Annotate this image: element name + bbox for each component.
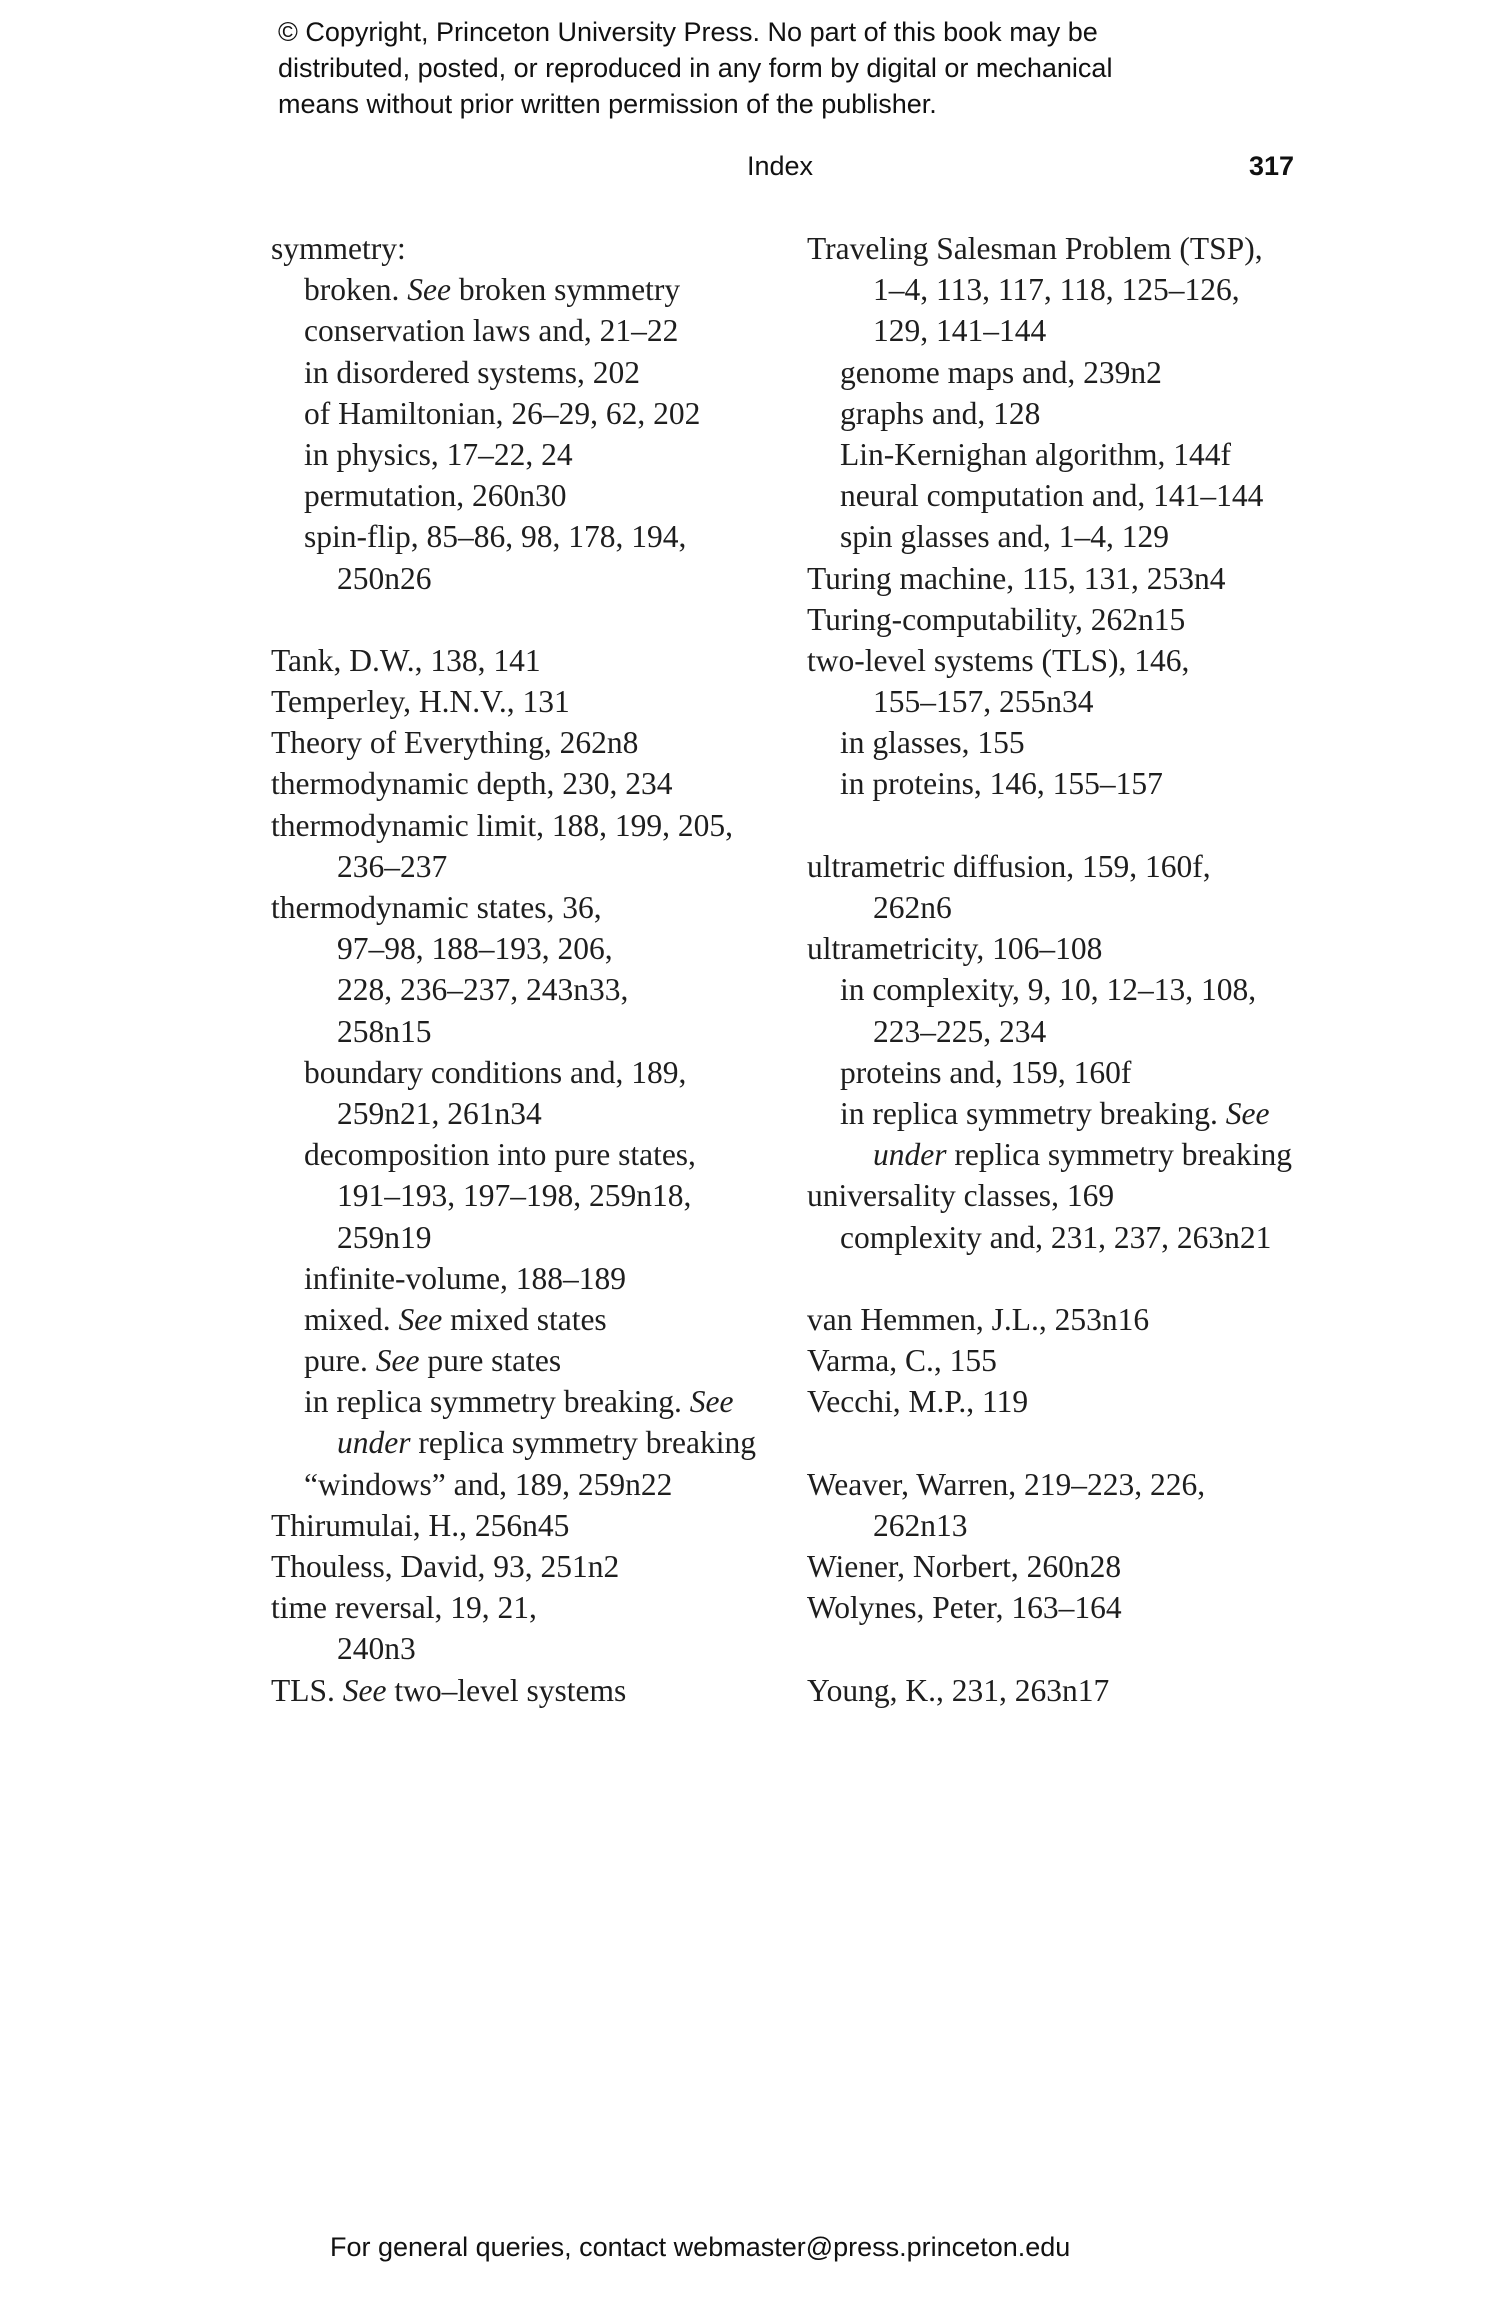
index-subentry (271, 1299, 756, 1340)
index-entry (807, 1299, 1292, 1340)
index-entry (271, 887, 756, 928)
entry-text: replica symmetry breaking (410, 1425, 757, 1461)
entry-text: decomposition into pure states, (304, 1137, 696, 1173)
entry-text: time reversal, 19, 21, (271, 1590, 537, 1626)
index-entry (807, 1340, 1292, 1381)
cross-reference-label: See (689, 1384, 734, 1420)
index-continuation (807, 310, 1292, 351)
entry-text: Thouless, David, 93, 251n2 (271, 1549, 620, 1584)
entry-text: 259n21, 261n34 (337, 1095, 542, 1131)
cross-reference-label: See (398, 1301, 443, 1337)
footer-contact: For general queries, contact webmaster@press.princeton.edu (330, 2232, 1071, 2262)
entry-text: Turing-computability, 262n15 (807, 601, 1186, 637)
entry-text: neural computation and, 141–144 (840, 478, 1264, 514)
entry-text: infinite-volume, 188–189 (304, 1260, 626, 1296)
entry-text: thermodynamic limit, 188, 199, 205, (271, 807, 733, 843)
index-subentry (807, 722, 1292, 763)
index-entry (807, 558, 1292, 599)
index-entry (271, 763, 756, 804)
entry-text: 258n15 (337, 1013, 432, 1049)
index-subentry (271, 516, 756, 557)
index-entry (807, 846, 1292, 887)
entry-text: Tank, D.W., 138, 141 (271, 642, 541, 678)
index-continuation (271, 1011, 756, 1052)
index-subentry (807, 763, 1292, 804)
index-subentry (271, 1340, 756, 1381)
entry-text: ultrametricity, 106–108 (807, 931, 1103, 967)
index-continuation (271, 1217, 756, 1258)
entry-text: 240n3 (337, 1631, 416, 1667)
index-subentry (807, 352, 1292, 393)
index-subentry (807, 1093, 1292, 1134)
index-entry (807, 640, 1292, 681)
index-entry (271, 805, 756, 846)
index-column-right (807, 228, 1292, 1711)
entry-text: complexity and, 231, 237, 263n21 (840, 1219, 1272, 1255)
page-number: 317 (1249, 151, 1295, 181)
entry-text: thermodynamic depth, 230, 234 (271, 766, 673, 802)
entry-text: symmetry: (271, 231, 406, 266)
entry-text: 223–225, 234 (873, 1013, 1047, 1049)
entry-text: TLS. (271, 1672, 343, 1708)
index-entry (271, 1505, 756, 1546)
index-continuation (271, 928, 756, 969)
entry-text: pure states (419, 1343, 562, 1379)
blank-line (807, 1422, 1292, 1463)
index-subentry (807, 1052, 1292, 1093)
entry-text: 97–98, 188–193, 206, (337, 931, 613, 967)
entry-text: 1–4, 113, 117, 118, 125–126, (873, 272, 1240, 308)
entry-text: permutation, 260n30 (304, 478, 567, 514)
entry-text: Wiener, Norbert, 260n28 (807, 1549, 1122, 1584)
entry-text: pure. (304, 1343, 376, 1379)
index-continuation (271, 969, 756, 1010)
entry-text: 250n26 (337, 560, 432, 596)
entry-text: 262n13 (873, 1507, 968, 1543)
entry-text: 155–157, 255n34 (873, 684, 1094, 720)
entry-text: broken symmetry (450, 272, 681, 308)
index-entry (271, 228, 756, 269)
index-subentry (271, 393, 756, 434)
entry-text: 236–237 (337, 848, 448, 884)
index-continuation (271, 1422, 756, 1463)
index-subentry (807, 393, 1292, 434)
blank-line (807, 805, 1292, 846)
index-entry (807, 1670, 1292, 1711)
entry-text: “windows” and, 189, 259n22 (304, 1466, 673, 1502)
index-continuation (807, 887, 1292, 928)
index-subentry (271, 434, 756, 475)
index-subentry (807, 1217, 1292, 1258)
entry-text: boundary conditions and, 189, (304, 1054, 687, 1090)
entry-text: thermodynamic states, 36, (271, 890, 602, 925)
entry-text: in complexity, 9, 10, 12–13, 108, (840, 972, 1257, 1008)
index-entry (807, 1546, 1292, 1587)
entry-text: van Hemmen, J.L., 253n16 (807, 1301, 1150, 1337)
entry-text: replica symmetry breaking (946, 1137, 1293, 1173)
copyright-line: © Copyright, Princeton University Press. No part of this book may be (278, 17, 1098, 47)
entry-text: Weaver, Warren, 219–223, 226, (807, 1466, 1206, 1502)
index-subentry (271, 1258, 756, 1299)
index-subentry (271, 475, 756, 516)
entry-text: graphs and, 128 (840, 395, 1041, 431)
index-continuation (271, 1093, 756, 1134)
index-entry (271, 681, 756, 722)
entry-text: in disordered systems, 202 (304, 354, 640, 390)
copyright-line: means without prior written permission of the publisher. (278, 89, 937, 119)
index-subentry (807, 516, 1292, 557)
index-continuation (271, 846, 756, 887)
entry-text: in physics, 17–22, 24 (304, 436, 573, 472)
entry-text: two–level systems (386, 1672, 627, 1708)
entry-text: 129, 141–144 (873, 313, 1047, 349)
cross-reference-label: See (375, 1343, 420, 1379)
cross-reference-label: under (873, 1137, 947, 1173)
entry-text: Temperley, H.N.V., 131 (271, 684, 570, 720)
entry-text: 228, 236–237, 243n33, (337, 972, 629, 1008)
index-subentry (271, 352, 756, 393)
index-column-left (271, 228, 756, 1711)
index-entry (807, 1381, 1292, 1422)
index-continuation (807, 681, 1292, 722)
entry-text: conservation laws and, 21–22 (304, 313, 679, 349)
index-subentry (271, 1381, 756, 1422)
index-entry (807, 1464, 1292, 1505)
index-entry (807, 228, 1292, 269)
entry-text: Vecchi, M.P., 119 (807, 1384, 1029, 1420)
entry-text: Turing machine, 115, 131, 253n4 (807, 560, 1226, 596)
index-continuation (807, 1505, 1292, 1546)
index-entry (271, 1587, 756, 1628)
index-entry (807, 1175, 1292, 1216)
entry-text: spin glasses and, 1–4, 129 (840, 519, 1169, 555)
index-continuation (807, 1134, 1292, 1175)
entry-text: of Hamiltonian, 26–29, 62, 202 (304, 395, 701, 431)
index-continuation (271, 1628, 756, 1669)
index-subentry (271, 269, 756, 310)
index-subentry (807, 434, 1292, 475)
index-entry (807, 1587, 1292, 1628)
index-subentry (271, 1464, 756, 1505)
index-subentry (271, 1052, 756, 1093)
entry-text: two-level systems (TLS), 146, (807, 642, 1190, 678)
copyright-notice (278, 14, 1112, 122)
entry-text: Lin-Kernighan algorithm, 144f (840, 436, 1232, 472)
index-continuation (807, 1011, 1292, 1052)
running-head-title: Index (747, 151, 814, 181)
cross-reference-label: under (337, 1425, 411, 1461)
index-subentry (271, 310, 756, 351)
index-entry (271, 722, 756, 763)
entry-text: Thirumulai, H., 256n45 (271, 1507, 570, 1543)
blank-line (807, 1628, 1292, 1669)
index-entry (271, 1546, 756, 1587)
entry-text: Young, K., 231, 263n17 (807, 1672, 1110, 1708)
entry-text: broken. (304, 272, 408, 308)
index-subentry (807, 475, 1292, 516)
copyright-line: distributed, posted, or reproduced in any form by digital or mechanical (278, 53, 1113, 83)
entry-text: universality classes, 169 (807, 1178, 1115, 1214)
entry-text: in proteins, 146, 155–157 (840, 766, 1163, 802)
entry-text: Varma, C., 155 (807, 1343, 997, 1379)
entry-text: proteins and, 159, 160f (840, 1054, 1132, 1090)
index-continuation (271, 558, 756, 599)
index-entry (271, 640, 756, 681)
entry-text: Traveling Salesman Problem (TSP), (807, 231, 1263, 266)
entry-text: spin-flip, 85–86, 98, 178, 194, (304, 519, 687, 555)
index-subentry (271, 1134, 756, 1175)
entry-text: mixed. (304, 1301, 399, 1337)
index-entry (271, 1670, 756, 1711)
entry-text: 259n19 (337, 1219, 432, 1255)
entry-text: 191–193, 197–198, 259n18, (337, 1178, 692, 1214)
index-entry (807, 928, 1292, 969)
cross-reference-label: See (342, 1672, 387, 1708)
entry-text: Wolynes, Peter, 163–164 (807, 1590, 1122, 1626)
cross-reference-label: See (407, 272, 451, 308)
entry-text: in replica symmetry breaking. (304, 1384, 690, 1420)
entry-text: genome maps and, 239n2 (840, 354, 1162, 390)
blank-line (807, 1258, 1292, 1299)
entry-text: in glasses, 155 (840, 725, 1025, 761)
entry-text: Theory of Everything, 262n8 (271, 725, 639, 761)
index-entry (807, 599, 1292, 640)
cross-reference-label: See (1225, 1095, 1270, 1131)
entry-text: in replica symmetry breaking. (840, 1095, 1226, 1131)
index-subentry (807, 969, 1292, 1010)
entry-text: mixed states (442, 1301, 607, 1337)
index-continuation (271, 1175, 756, 1216)
entry-text: 262n6 (873, 890, 952, 925)
entry-text: ultrametric diffusion, 159, 160f, (807, 848, 1211, 884)
blank-line (271, 599, 756, 640)
index-continuation (807, 269, 1292, 310)
